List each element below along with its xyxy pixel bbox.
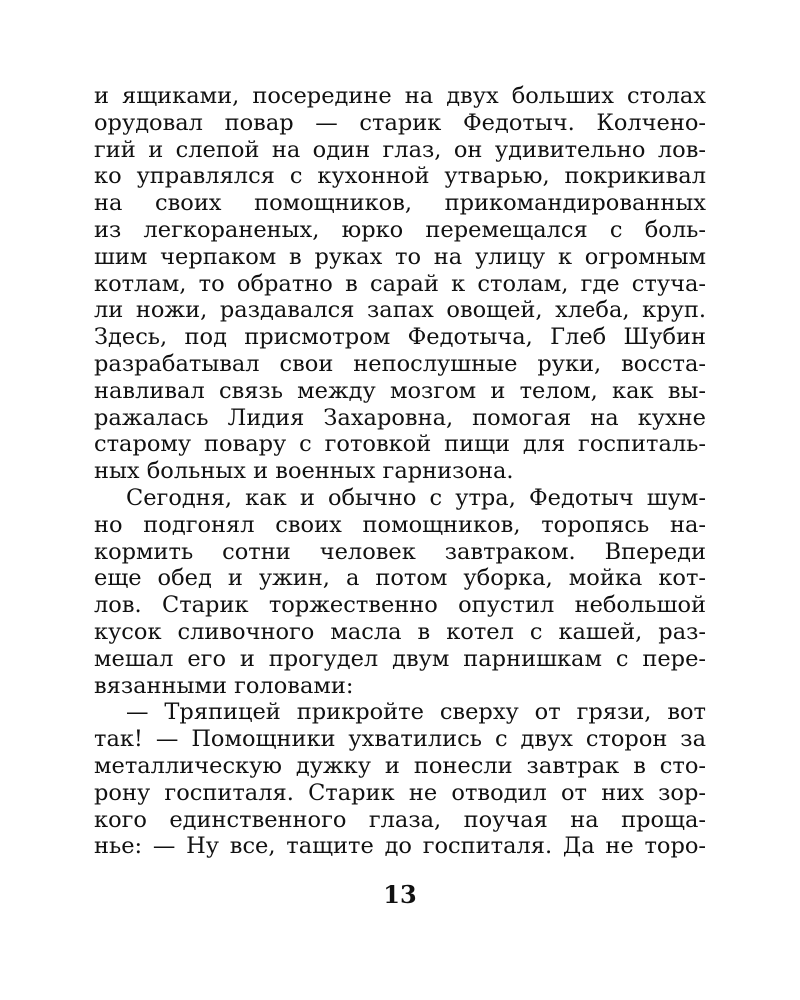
- text-line: старому повару с готовкой пищи для госпиталь-: [94, 431, 706, 458]
- text-line: вязанными головами:: [94, 672, 354, 699]
- text-line: — Тряпицей прикройте сверху от грязи, вот: [126, 699, 706, 726]
- text-line: еще обед и ужин, а потом уборка, мойка кот-: [94, 565, 706, 592]
- page-number: 13: [383, 880, 417, 909]
- text-line: лов. Старик торжественно опустил небольшой: [94, 592, 706, 619]
- text-line: металлическую дужку и понесли завтрак в сто-: [94, 752, 706, 779]
- text-line: рону госпиталя. Старик не отводил от них зор-: [94, 779, 706, 806]
- text-line: на своих помощников, прикомандированных: [94, 190, 706, 217]
- text-line: навливал связь между мозгом и телом, как вы-: [94, 377, 706, 404]
- text-line: кого единственного глаза, поучая на проща-: [94, 806, 706, 833]
- text-line: Здесь, под присмотром Федотыча, Глеб Шубин: [94, 324, 706, 351]
- text-line: но подгонял своих помощников, торопясь на-: [94, 511, 706, 538]
- text-line: ных больных и военных гарнизона.: [94, 458, 514, 485]
- text-line: кормить сотни человек завтраком. Впереди: [94, 538, 706, 565]
- text-line: гий и слепой на один глаз, он удивительно лов-: [94, 136, 706, 163]
- text-line: шим черпаком в руках то на улицу к огромным: [94, 243, 706, 270]
- text-line: и ящиками, посередине на двух больших столах: [94, 83, 706, 109]
- text-line: орудовал повар — старик Федотыч. Колчено-: [94, 109, 706, 136]
- text-line: Сегодня, как и обычно с утра, Федотыч шум-: [126, 484, 706, 511]
- text-line: нье: — Ну все, тащите до госпиталя. Да не торо-: [94, 833, 706, 860]
- text-line: так! — Помощники ухватились с двух сторон за: [94, 726, 706, 753]
- text-line: котлам, то обратно в сарай к столам, где стуча-: [94, 270, 706, 297]
- text-line: мешал его и прогудел двум парнишкам с пере-: [94, 645, 706, 672]
- text-line: ли ножи, раздавался запах овощей, хлеба, круп.: [94, 297, 706, 324]
- body-text: [94, 83, 706, 860]
- text-line: из легкораненых, юрко перемещался с боль-: [94, 216, 706, 243]
- text-line: ражалась Лидия Захаровна, помогая на кухне: [94, 404, 706, 431]
- text-line: ко управлялся с кухонной утварью, покрикивал: [94, 163, 706, 190]
- text-line: кусок сливочного масла в котел с кашей, раз-: [94, 618, 706, 645]
- text-line: разрабатывал свои непослушные руки, восста-: [94, 350, 706, 377]
